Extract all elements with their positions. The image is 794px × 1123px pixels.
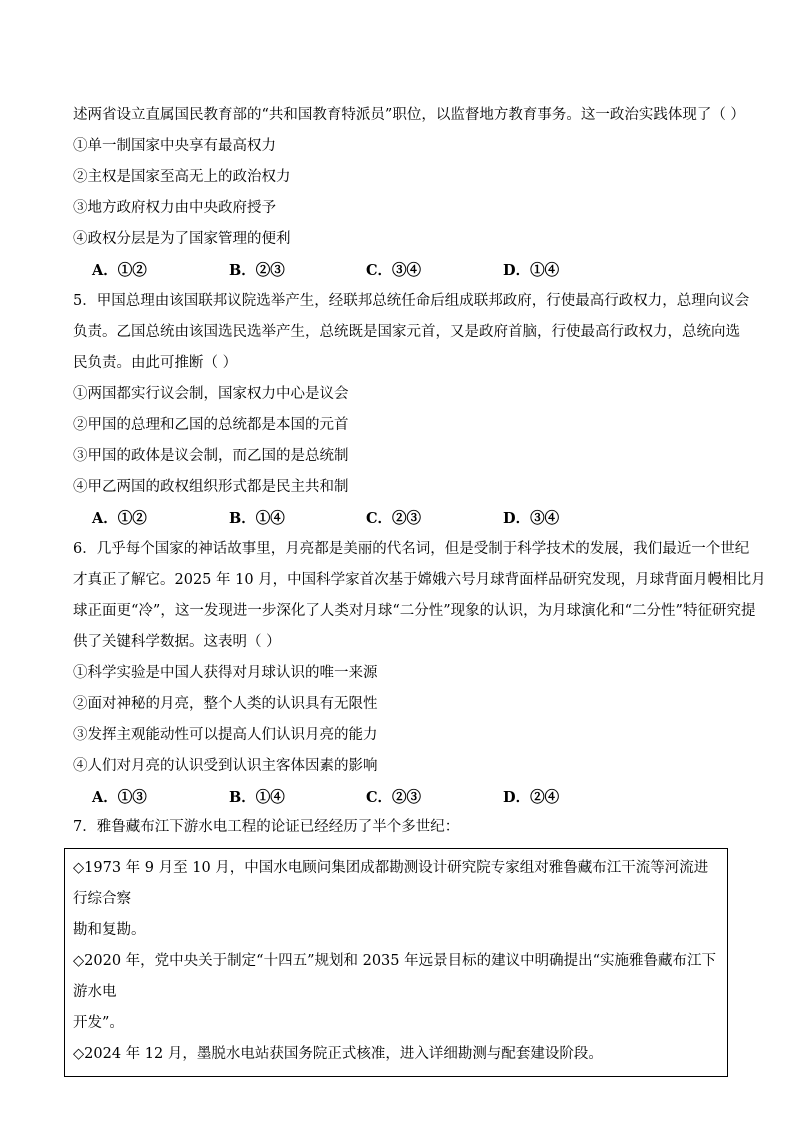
q4-stem: 述两省设立直属国民教育部的“共和国教育特派员”职位，以监督地方教育事务。这一政治实践体现了（ ） xyxy=(73,107,745,123)
q6-item-2: ②面对神秘的月亮，整个人类的认识具有无限性 xyxy=(73,696,378,712)
q4-item-3: ③地方政府权力由中央政府授予 xyxy=(73,200,276,216)
q6-options xyxy=(73,782,733,813)
q5-stem-line-1: 5．甲国总理由该国联邦议院选举产生，经联邦总统任命后组成联邦政府，行使最高行政权力，总理向议会 xyxy=(73,293,750,309)
q7-stem: 7．雅鲁藏布江下游水电工程的论证已经经历了半个多世纪： xyxy=(73,819,460,835)
q6-option-c[interactable]: C．②③ xyxy=(366,789,422,806)
q5-option-c[interactable]: C．②③ xyxy=(366,510,422,527)
q5-item-2: ②甲国的总理和乙国的总统都是本国的元首 xyxy=(73,417,349,433)
q7-box-line-4: 开发”。 xyxy=(73,1015,124,1031)
q7-box-line-2: 勘和复勘。 xyxy=(73,922,146,938)
q4-option-c[interactable]: C．③④ xyxy=(366,262,422,279)
q5-option-d[interactable]: D．③④ xyxy=(503,510,560,527)
q4-options xyxy=(73,255,733,286)
q5-stem-line-3: 民负责。由此可推断（ ） xyxy=(73,355,238,371)
q7-box-line-1: ◇1973 年 9 月至 10 月，中国水电顾问集团成都勘测设计研究院专家组对雅鲁藏布江干流等河流进行综合察 xyxy=(73,860,709,907)
q4-item-2: ②主权是国家至高无上的政治权力 xyxy=(73,169,291,185)
q5-item-3: ③甲国的政体是议会制，而乙国的是总统制 xyxy=(73,448,349,464)
q4-option-d[interactable]: D．①④ xyxy=(503,262,560,279)
q6-option-d[interactable]: D．②④ xyxy=(503,789,560,806)
q7-box-line-5: ◇2024 年 12 月，墨脱水电站获国务院正式核准，进入详细勘测与配套建设阶段。 xyxy=(73,1046,603,1062)
q5-option-b[interactable]: B．①④ xyxy=(229,510,285,527)
q6-item-4: ④人们对月亮的认识受到认识主客体因素的影响 xyxy=(73,758,378,774)
q5-item-1: ①两国都实行议会制，国家权力中心是议会 xyxy=(73,386,349,402)
q4-option-a[interactable]: A．①② xyxy=(92,262,147,279)
q5-stem-line-2: 负责。乙国总统由该国选民选举产生，总统既是国家元首，又是政府首脑，行使最高行政权力，总统向选 xyxy=(73,324,740,340)
q4-item-4: ④政权分层是为了国家管理的便利 xyxy=(73,231,291,247)
q5-option-a[interactable]: A．①② xyxy=(92,510,147,527)
q6-stem-line-3: 球正面更“冷”，这一发现进一步深化了人类对月球“二分性”现象的认识，为月球演化和“二分性”特征研究提 xyxy=(73,603,756,619)
q6-option-a[interactable]: A．①③ xyxy=(92,789,147,806)
q5-options xyxy=(73,503,733,534)
q6-stem-line-1: 6．几乎每个国家的神话故事里，月亮都是美丽的代名词，但是受制于科学技术的发展，我们最近一个世纪 xyxy=(73,541,750,557)
q6-stem-line-2: 才真正了解它。2025 年 10 月，中国科学家首次基于嫦娥六号月球背面样品研究发现，月球背面月幔相比月 xyxy=(73,572,766,588)
q5-item-4: ④甲乙两国的政权组织形式都是民主共和制 xyxy=(73,479,349,495)
q6-option-b[interactable]: B．①④ xyxy=(229,789,285,806)
q7-box-line-3: ◇2020 年，党中央关于制定“十四五”规划和 2035 年远景目标的建议中明确提出“实施雅鲁藏布江下游水电 xyxy=(73,953,717,1000)
q4-option-b[interactable]: B．②③ xyxy=(229,262,285,279)
q6-item-3: ③发挥主观能动性可以提高人们认识月亮的能力 xyxy=(73,727,378,743)
q7-material-box xyxy=(64,848,728,1077)
questions-body xyxy=(73,100,766,813)
q4-item-1: ①单一制国家中央享有最高权力 xyxy=(73,138,276,154)
q6-item-1: ①科学实验是中国人获得对月球认识的唯一来源 xyxy=(73,665,378,681)
q6-stem-line-4: 供了关键科学数据。这表明（ ） xyxy=(73,634,281,650)
